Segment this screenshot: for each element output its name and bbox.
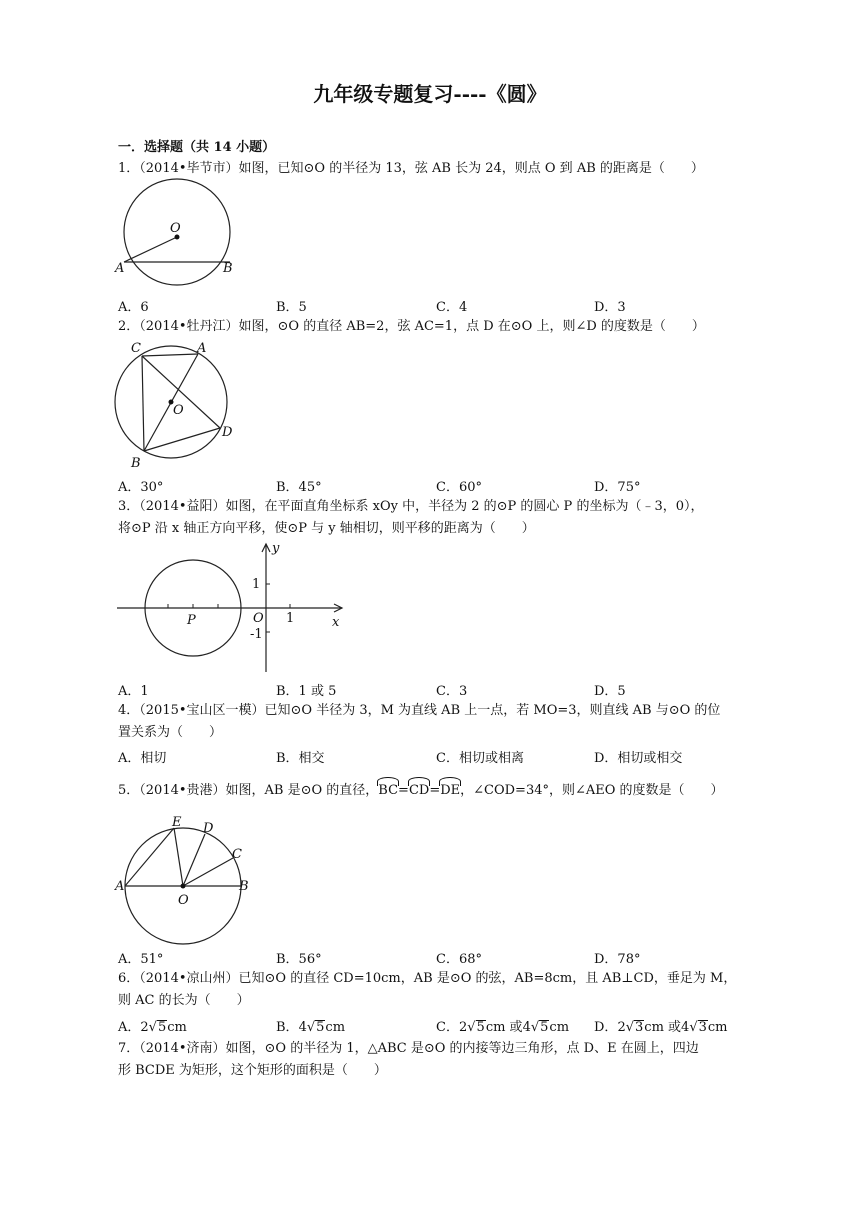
question-7-text-line-1: 7．（2014•济南）如图，⊙O 的半径为 1，△ABC 是⊙O 的内接等边三角形，点 D、E 在圆上，四边 [118,1041,699,1056]
label-c: C [232,847,242,862]
question-1-figure [112,182,242,294]
option-a: A．6 [118,300,149,315]
option-a: A．30° [118,480,164,495]
label-a: A [115,879,125,894]
question-5-options [118,948,758,968]
label-x: x [332,615,340,630]
question-2-options [118,476,758,496]
option-b: B．45° [276,480,322,495]
question-6-text-line-1: 6．（2014•凉山州）已知⊙O 的直径 CD=10cm，AB 是⊙O 的弦，AB=8cm，且 AB⊥CD，垂足为 M， [118,971,737,986]
label-y: y [272,541,280,556]
equals-sign: = [429,783,441,798]
center-dot [181,884,186,889]
question-2-figure [112,340,242,470]
label-origin: O [253,611,264,626]
option-c: C．60° [436,480,482,495]
label-neg-one: -1 [250,627,263,642]
radicand: 5 [157,1020,167,1035]
page-title: 九年级专题复习----《圆》 [313,82,547,106]
question-3-options [118,680,758,700]
chord-ca [142,354,198,356]
arc-cd: CD [408,783,430,798]
label-a: A [115,261,125,276]
option-a: A．2√5cm [118,1020,187,1035]
label-b: B [131,456,141,471]
question-6-options [118,1016,758,1036]
option-c: C．相切或相离 [436,751,524,766]
question-4-text-line-2: 置关系为（ ） [118,725,223,740]
option-a: A．1 [118,684,149,699]
option-b: B．4√5cm [276,1020,346,1035]
option-c: C．4 [436,300,468,315]
radicand: 5 [476,1020,485,1035]
label-c: C [131,341,141,356]
question-1-options [118,296,758,316]
option-d: D．2√3cm 或4√3cm [594,1020,728,1035]
radius-oa [124,237,177,262]
question-2-text: 2．（2014•牡丹江）如图，⊙O 的直径 AB=2，弦 AC=1，点 D 在⊙O 上，则∠D 的度数是（ ） [118,319,705,334]
option-c: C．68° [436,952,482,967]
chord-cb [142,356,144,451]
radicand: 5 [316,1020,325,1035]
label-o: O [178,893,189,908]
label-o: O [170,221,181,236]
label-x-one: 1 [286,611,295,626]
radius-od [183,834,205,886]
option-b: B．5 [276,300,307,315]
section-heading: 一．选择题（共 14 小题） [118,140,276,155]
radius-oc [183,858,233,886]
option-d: D．75° [594,480,641,495]
equals-sign: = [398,783,409,798]
radicand: 3 [635,1020,644,1035]
question-7-text-line-2: 形 BCDE 为矩形，这个矩形的面积是（ ） [118,1063,387,1078]
radius-oe [174,828,183,886]
radicand: 5 [540,1020,549,1035]
option-a: A．51° [118,952,164,967]
question-5-text [118,782,724,800]
option-d: D．相切或相交 [594,751,683,766]
label-d: D [222,425,233,440]
option-d: D．3 [594,300,626,315]
label-p: P [187,613,196,628]
question-1-text: 1．（2014•毕节市）如图，已知⊙O 的半径为 13，弦 AB 长为 24，则点 O 到 AB 的距离是（ ） [118,161,704,176]
option-c: C．2√5cm 或4√5cm [436,1020,570,1035]
label-b: B [239,879,249,894]
label-a: A [197,341,207,356]
option-a: A．相切 [118,751,167,766]
label-e: E [172,815,182,830]
question-3-text-line-1: 3．（2014•益阳）如图，在平面直角坐标系 xOy 中，半径为 2 的⊙P 的圆心 P 的坐标为（﹣3，0）， [118,499,704,514]
question-5-figure [112,810,257,945]
label-d: D [203,821,214,836]
option-b: B．1 或 5 [276,684,337,699]
label-y-one: 1 [252,577,261,592]
radicand: 3 [698,1020,707,1035]
label-o: O [173,403,184,418]
option-d: D．78° [594,952,641,967]
question-4-options [118,747,758,767]
question-6-text-line-2: 则 AC 的长为（ ） [118,993,250,1008]
question-4-text-line-1: 4．（2015•宝山区一模）已知⊙O 半径为 3，M 为直线 AB 上一点，若 MO=3，则直线 AB 与⊙O 的位 [118,703,721,718]
option-b: B．相交 [276,751,325,766]
question-3-text-line-2: 将⊙P 沿 x 轴正方向平移，使⊙P 与 y 轴相切，则平移的距离为（ ） [118,521,535,536]
option-c: C．3 [436,684,468,699]
question-5-prefix: 5．（2014•贵港）如图，AB 是⊙O 的直径， [118,783,379,798]
arc-bc: BC [378,783,399,798]
option-b: B．56° [276,952,322,967]
question-3-figure [112,540,352,676]
label-b: B [223,261,233,276]
question-5-suffix: ，∠COD=34°，则∠AEO 的度数是（ ） [460,783,724,798]
arc-de: DE [440,783,461,798]
option-d: D．5 [594,684,626,699]
